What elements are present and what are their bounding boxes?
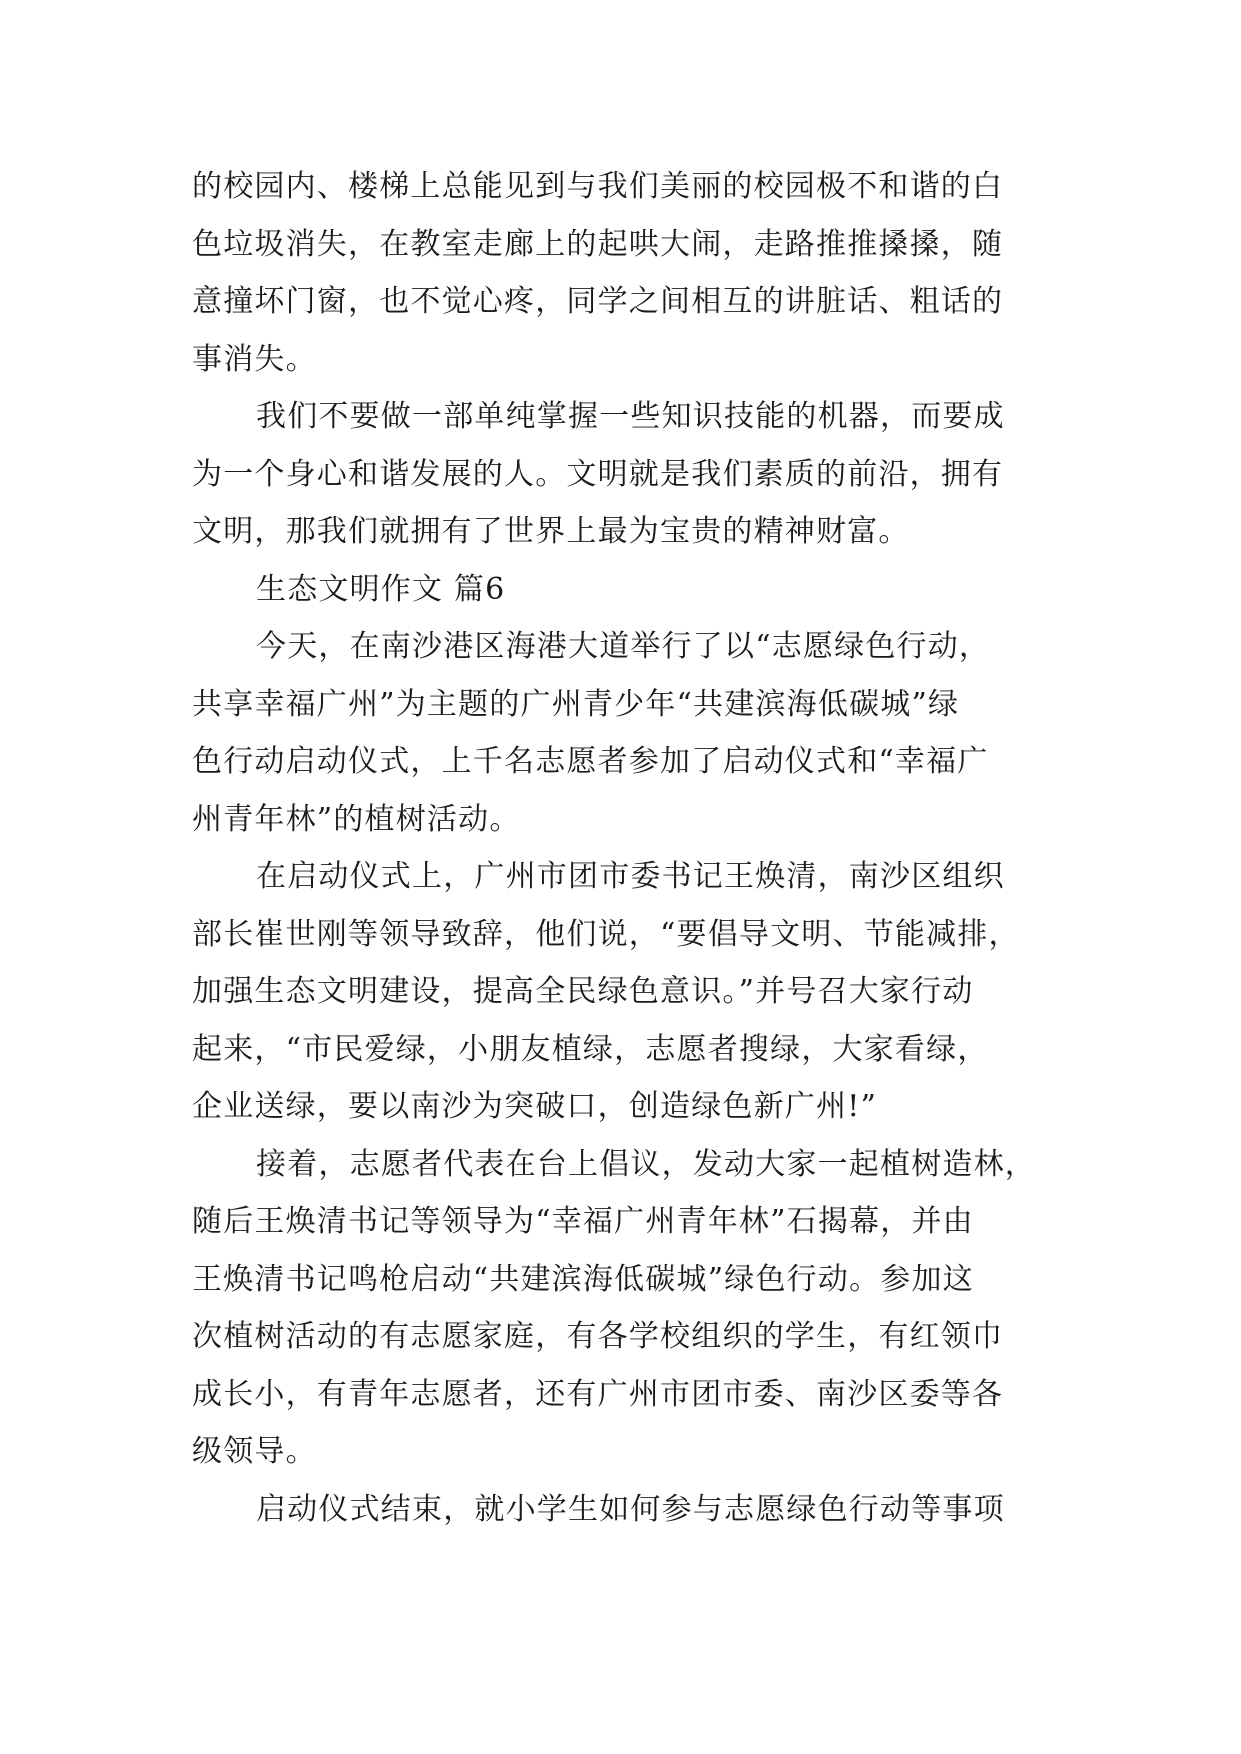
text-line: 接着，志愿者代表在台上倡议，发动大家一起植树造林， [256, 1146, 1036, 1182]
text-line: 起来，“市民爱绿，小朋友植绿，志愿者搜绿，大家看绿， [192, 1031, 989, 1067]
text-line: 我们不要做一部单纯掌握一些知识技能的机器，而要成 [256, 399, 1005, 434]
text-line: 色行动启动仪式，上千名志愿者参加了启动仪式和“幸福广 [192, 744, 989, 779]
text-line: 次植树活动的有志愿家庭，有各学校组织的学生，有红领巾 [192, 1319, 1004, 1354]
paragraph [192, 1481, 1062, 1539]
text-line: 王焕清书记鸣枪启动“共建滨海低碳城”绿色行动。参加这 [192, 1261, 974, 1297]
text-line: 企业送绿，要以南沙为突破口，创造绿色新广州!” [192, 1089, 877, 1124]
paragraph [192, 618, 1062, 848]
text-line: 的校园内、楼梯上总能见到与我们美丽的校园极不和谐的白 [192, 169, 1004, 204]
heading-text: 生态文明作文 篇6 [256, 571, 506, 607]
text-line: 意撞坏门窗，也不觉心疼，同学之间相互的讲脏话、粗话的 [192, 284, 1004, 319]
text-line: 州青年林”的植树活动。 [192, 801, 521, 837]
text-line: 事消失。 [192, 341, 317, 377]
text-line: 随后王焕清书记等领导为“幸福广州青年林”石揭幕，并由 [192, 1204, 974, 1239]
paragraph [192, 158, 1062, 388]
text-line: 部长崔世刚等领导致辞，他们说，“要倡导文明、节能减排， [192, 916, 1020, 952]
text-line: 共享幸福广州”为主题的广州青少年“共建滨海低碳城”绿 [192, 686, 960, 722]
section-heading [192, 561, 1062, 619]
paragraph [192, 1136, 1062, 1481]
text-line: 加强生态文明建设，提高全民绿色意识。”并号召大家行动 [192, 974, 974, 1009]
body-text [192, 158, 1062, 1538]
text-line: 为一个身心和谐发展的人。文明就是我们素质的前沿，拥有 [192, 456, 1004, 492]
text-line: 在启动仪式上，广州市团市委书记王焕清，南沙区组织 [256, 859, 1005, 894]
text-line: 级领导。 [192, 1434, 317, 1469]
text-line: 启动仪式结束，就小学生如何参与志愿绿色行动等事项 [256, 1491, 1005, 1527]
text-line: 今天，在南沙港区海港大道举行了以“志愿绿色行动， [256, 629, 991, 664]
text-line: 成长小，有青年志愿者，还有广州市团市委、南沙区委等各 [192, 1376, 1004, 1412]
text-line: 文明，那我们就拥有了世界上最为宝贵的精神财富。 [192, 514, 910, 549]
text-line: 色垃圾消失，在教室走廊上的起哄大闹，走路推推搡搡，随 [192, 226, 1004, 262]
paragraph [192, 848, 1062, 1136]
paragraph [192, 388, 1062, 561]
